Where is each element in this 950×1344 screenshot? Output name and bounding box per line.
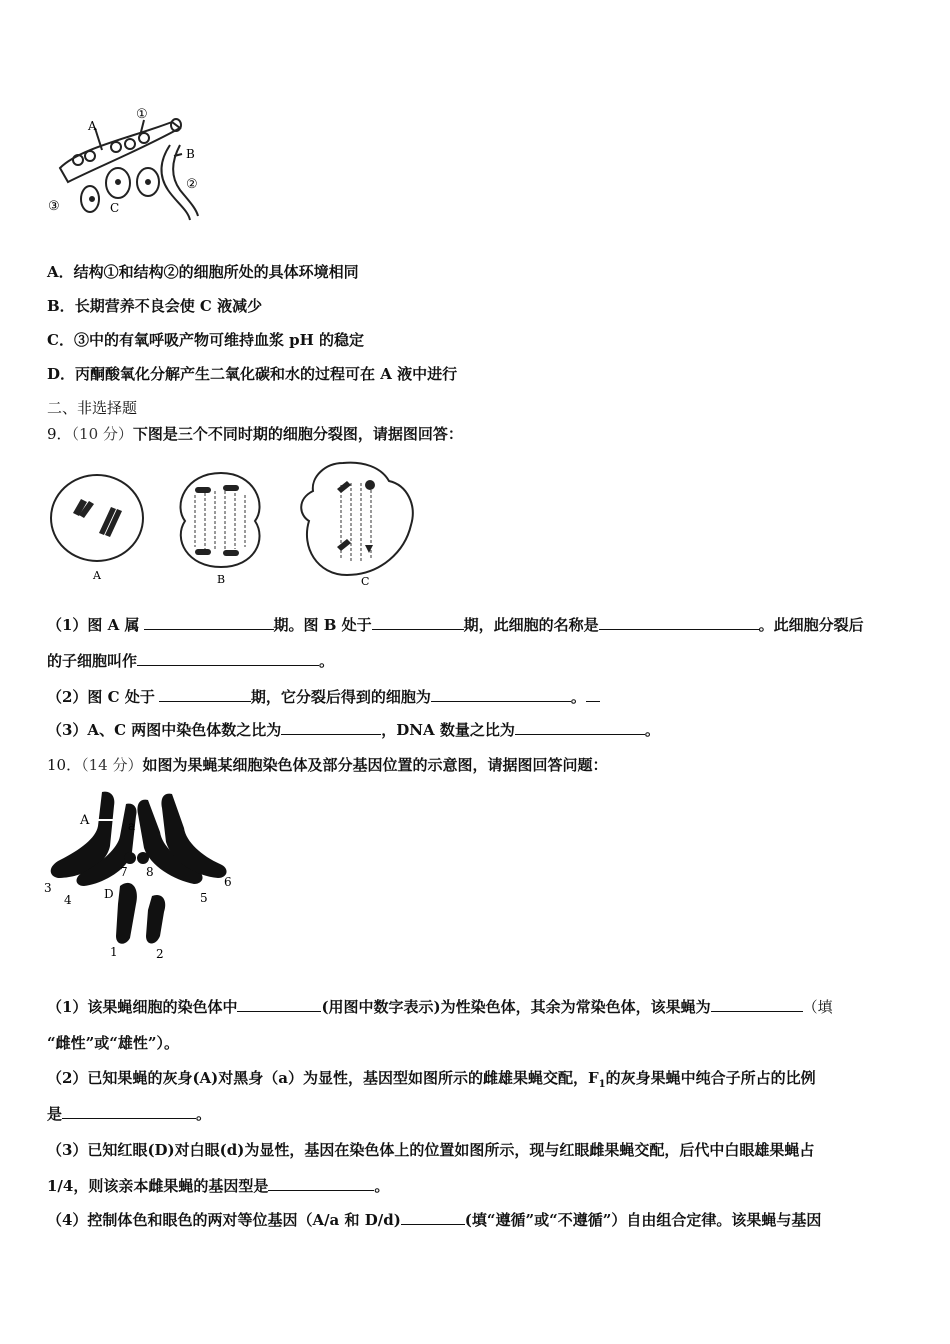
fig-label-B: B xyxy=(186,147,195,161)
fig-label-3: ③ xyxy=(48,199,60,214)
q8-option-b: B．长期营养不良会使 C 液减少 xyxy=(47,297,263,315)
q9-part3: （3）A、C 两图中染色体数之比为 ，DNA 数量之比为 。 xyxy=(47,721,660,739)
section-heading: 二、非选择题 xyxy=(47,399,138,417)
gene-label-a: a xyxy=(128,819,136,833)
q10-part3-line1: （3）已知红眼(D)对白眼(d)为显性，基因在染色体上的位置如图所示，现与红眼雌果蝇交配，后代中白眼雄果蝇占 xyxy=(47,1141,815,1159)
chrom-label-2: 2 xyxy=(156,947,164,961)
chrom-label-3: 3 xyxy=(44,881,52,895)
q10-part3-line2: 1/4，则该亲本雌果蝇的基因型是 。 xyxy=(47,1177,390,1195)
q10-part1-line1: （1）该果蝇细胞的染色体中 (用图中数字表示)为性染色体，其余为常染色体，该果蝇为 （填 xyxy=(47,998,833,1016)
fruit-fly-chromosome-figure xyxy=(40,786,240,964)
cell-label-B: B xyxy=(217,573,226,586)
q10-part2-line2: 是 。 xyxy=(47,1105,212,1123)
gene-label-A: A xyxy=(80,813,90,828)
chrom-label-6: 6 xyxy=(224,875,232,889)
q10-part2-line1: （2）已知果蝇的灰身(A)对黑身（a）为显性，基因型如图所示的雌雄果蝇交配，$F_1$的灰身果蝇中纯合子所占的比例 xyxy=(47,1069,816,1090)
chrom-label-7: 7 xyxy=(120,865,128,879)
q9-part1-line1: （1）图 A 属 期。图 B 处于 期，此细胞的名称是 。此细胞分裂后 xyxy=(47,616,864,634)
fig-label-A: A xyxy=(88,119,97,133)
tissue-fluid-figure xyxy=(40,100,220,225)
fig-label-2: ② xyxy=(186,177,198,192)
q10-part1-line2: “雌性”或“雄性”）。 xyxy=(47,1034,180,1052)
cell-label-A: A xyxy=(93,569,101,582)
q8-option-c: C．③中的有氧呼吸产物可维持血浆 pH 的稳定 xyxy=(47,331,365,349)
q8-option-d: D．丙酮酸氧化分解产生二氧化碳和水的过程可在 A 液中进行 xyxy=(47,365,458,383)
chrom-label-4: 4 xyxy=(64,893,72,907)
chrom-label-1: 1 xyxy=(110,945,118,959)
cell-label-C: C xyxy=(361,575,370,588)
q9-part1-line2: 的子细胞叫作 。 xyxy=(47,652,335,670)
q10-part4: （4）控制体色和眼色的两对等位基因（A/a 和 D/d) (填“遵循”或“不遵循”）自由组合定律。该果蝇与基因 xyxy=(47,1211,822,1229)
gene-label-D: D xyxy=(104,887,114,901)
fig-label-C: C xyxy=(110,201,120,215)
chrom-label-8: 8 xyxy=(146,865,154,879)
q8-option-a: A．结构①和结构②的细胞所处的具体环境相同 xyxy=(47,263,359,281)
chrom-label-5: 5 xyxy=(200,891,208,905)
q9-stem: 9．（10 分）下图是三个不同时期的细胞分裂图，请据图回答： xyxy=(47,425,463,443)
fig-label-1: ① xyxy=(136,107,148,122)
cell-division-figure xyxy=(45,455,435,590)
q9-part2: （2）图 C 处于 期，它分裂后得到的细胞为 。 xyxy=(47,687,600,707)
q10-stem: 10．（14 分）如图为果蝇某细胞染色体及部分基因位置的示意图，请据图回答问题： xyxy=(47,756,608,774)
